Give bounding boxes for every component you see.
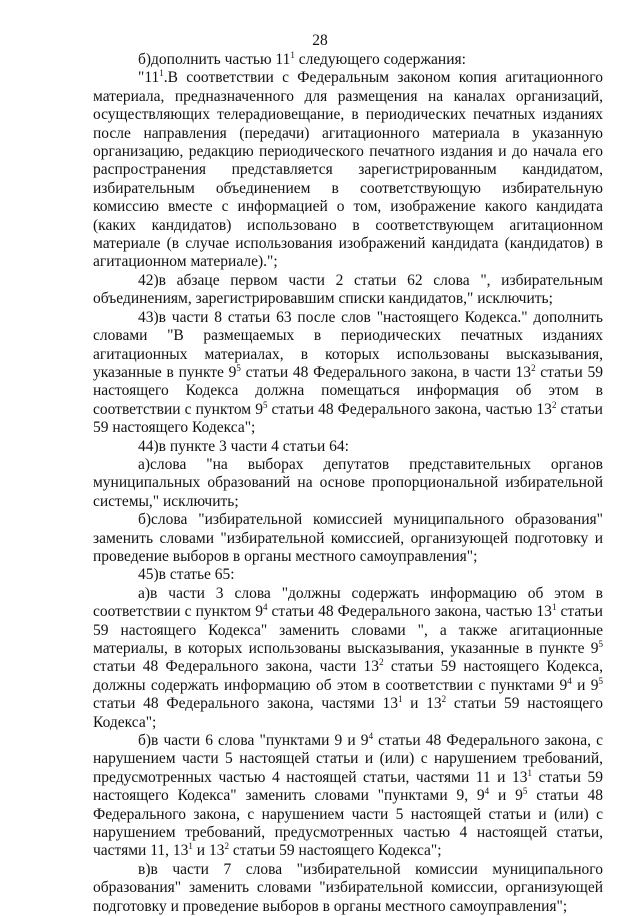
superscript-index: 1 (397, 694, 403, 705)
paragraph: б)в части 6 слова "пунктами 9 и $9^4$ статьи 48 Федерального закона, с нарушением части 5 настоящей статьи и (или) с нарушением требований, предусмотренных частью 4 настоящей статьи, частями 11 и $13^1$ статьи 59 настоящего Кодекса" заменить словами "пунктами 9, $9^4$ и $9^5$ статьи 48 Федерального закона, с нарушением части 5 настоящей статьи и (или) с нарушением требований, предусмотренных частью 4 настоящей статьи, частями 11, $13^1$ и $13^2$ статьи 59 настоящего Кодекса"; (93, 731, 603, 860)
paragraph: 44)в пункте 3 части 4 статьи 64: (138, 437, 349, 455)
paragraph: "$11^1.В$ соответствии с Федеральным законом копия агитационного материала, предназначенного для размещения на каналах организаций, осуществляющих телерадиовещание, в периодических печатных изданиях после направления (передачи) агитационного материала в указанную организацию, редакцию периодического печатного издания и до начала его распространения представляется зарегистрированным кандидатом, избирательным объединением в соответствующую избирательную комиссию вместе с информацией о том, изображение какого кандидата (каких кандидатов) использовано в соответствующем агитационном материале (в случае использования изображений кандидата (кандидатов) в агитационном материале)."; (93, 68, 603, 271)
page-number: 28 (312, 32, 328, 49)
paragraph: 43)в части 8 статьи 63 после слов "настоящего Кодекса." дополнить словами "В размещаемых в периодических печатных изданиях агитационных материалах, в которых использованы высказывания, указанные в пункте $9^5$ статьи 48 Федерального закона, в части $13^2$ статьи 59 настоящего Кодекса должна помещаться информация об этом в соответствии с пунктом $9^5$ статьи 48 Федерального закона, частью $13^2$ статьи 59 настоящего Кодекса"; (93, 308, 603, 437)
paragraph: 45)в статье 65: (138, 566, 235, 584)
superscript-index: 1 (188, 841, 193, 852)
superscript-index: 1 (527, 767, 532, 778)
paragraph: 42)в абзаце первом части 2 статьи 62 слова ", избирательным объединениям, зарегистрировавшим списки кандидатов," исключить; (93, 271, 603, 308)
superscript-index: 5 (236, 362, 241, 373)
superscript-index: 5 (262, 399, 268, 410)
superscript-index: 1 (290, 50, 295, 60)
superscript-index: 2 (441, 694, 447, 705)
superscript-index: 5 (522, 786, 528, 797)
superscript-index: 4 (368, 731, 374, 742)
paragraph: б)слова "избирательной комиссией муниципального образования" заменить словами "избирательной комиссией, организующей подготовку и проведение выборов в органы местного самоуправления"; (93, 511, 603, 565)
paragraph: б)дополнить частью $11^1$ следующего содержания: (138, 50, 466, 68)
document-body (93, 51, 603, 916)
superscript-index: 1 (551, 602, 557, 613)
superscript-index: 5 (598, 675, 604, 686)
paragraph: а)в части 3 слова "должны содержать информацию об этом в соответствии с пунктом $9^4$ статьи 48 Федерального закона, частью $13^1$ статьи 59 настоящего Кодекса" заменить словами ", а также агитационные материалы, в которых использованы высказывания, указанные в пункте $9^5$ статьи 48 Федерального закона, части $13^2$ статьи 59 настоящего Кодекса, должны содержать информацию об этом в соответствии с пунктами $9^4$ и $9^5$ статьи 48 Федерального закона, частями $13^1$ и $13^2$ статьи 59 настоящего Кодекса"; (93, 584, 604, 731)
superscript-index: 2 (531, 362, 536, 373)
paragraph: в)в части 7 слова "избирательной комиссии муниципального образования" заменить словами "избирательной комиссии, организующей подготовку и проведение выборов в органы местного самоуправления"; (93, 860, 603, 915)
superscript-index: 4 (262, 602, 268, 613)
superscript-index: 4 (484, 786, 490, 797)
superscript-index: 2 (551, 399, 557, 410)
superscript-index: 2 (379, 657, 384, 668)
superscript-index: 5 (598, 639, 603, 649)
superscript-index: 4 (567, 675, 572, 686)
paragraph: а)слова "на выборах депутатов представительных органов муниципальных образований на основе пропорциональной избирательной системы," исключить; (93, 455, 603, 510)
superscript-index: 2 (224, 841, 229, 852)
superscript-index: 1 (159, 68, 164, 79)
